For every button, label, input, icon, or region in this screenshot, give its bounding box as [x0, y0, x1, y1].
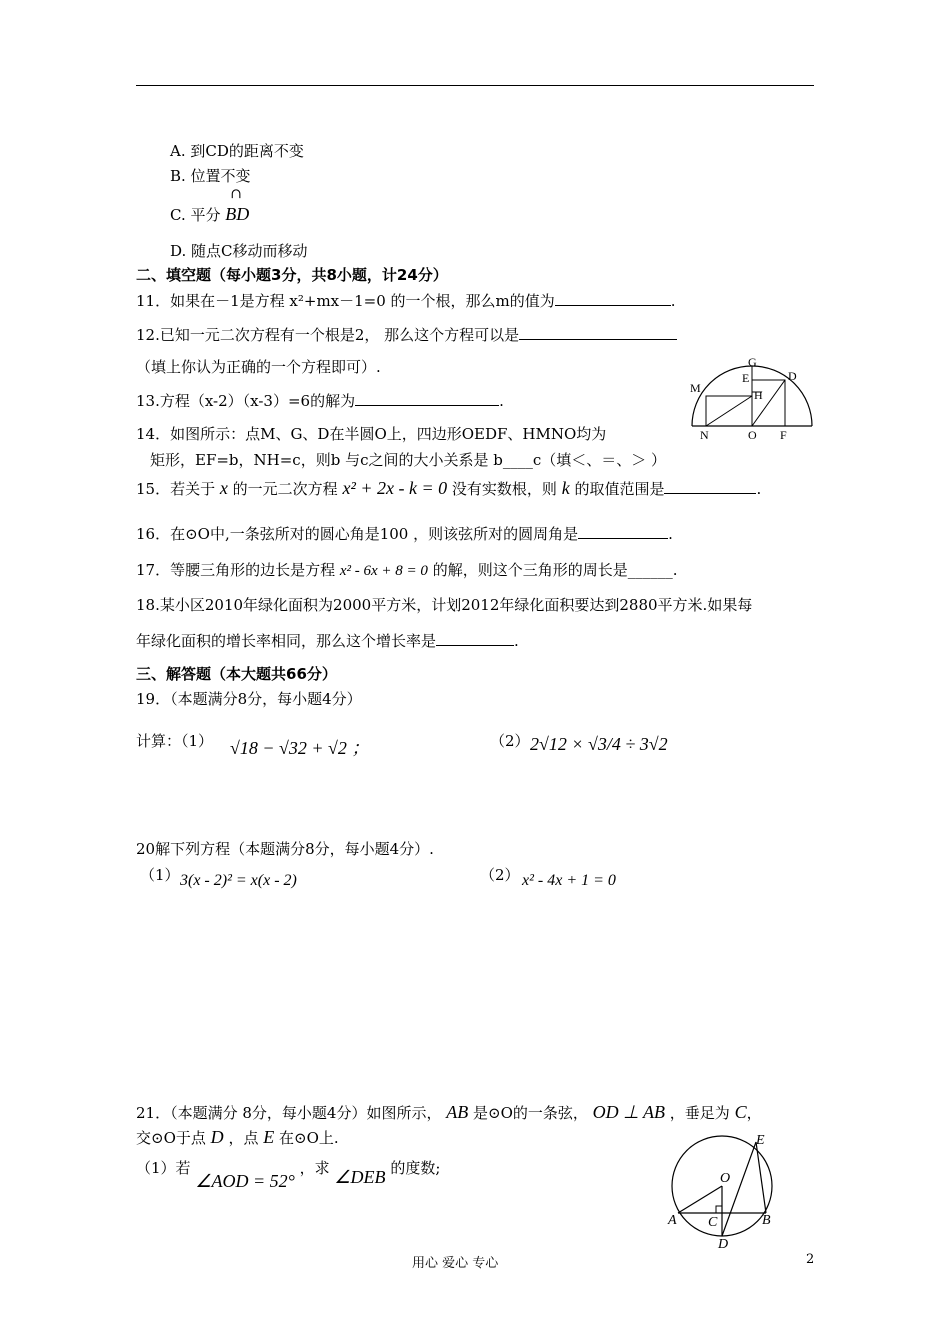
section3-heading: 三、解答题（本大题共66分） — [136, 665, 337, 683]
q21-ab: AB — [446, 1102, 469, 1122]
q15-end: . — [756, 480, 762, 498]
q21-line1 — [136, 1102, 762, 1123]
q11-blank — [555, 291, 671, 306]
fig21-label-a: A — [668, 1213, 677, 1228]
q14-line1: 14．如图所示：点M、G、D在半圆O上，四边形OEDF、HMNO均为 — [136, 425, 607, 443]
option-a: A. 到CD的距离不变 — [170, 142, 304, 160]
q20: 20解下列方程（本题满分8分，每小题4分）. — [136, 840, 434, 858]
fig21-label-c: C — [708, 1215, 718, 1230]
q13-text: 13.方程（x-2）（x-3）=6的解为 — [136, 392, 356, 410]
q13 — [136, 390, 504, 411]
q17 — [136, 559, 678, 580]
q21-angle-aod: ∠AOD = 52° — [195, 1171, 295, 1191]
q14-figure — [680, 352, 820, 444]
q21-part1-text-c: 的度数; — [390, 1159, 441, 1177]
q15-var-k: k — [561, 478, 570, 498]
q16-end: . — [668, 525, 673, 543]
q21-text-a: 21．（本题满分 8分，每小题4分）如图所示， — [136, 1104, 442, 1122]
q20-2-label: （2） — [480, 866, 520, 884]
fig14-label-e: E — [742, 371, 750, 385]
q15-equation: x² + 2x - k = 0 — [342, 478, 448, 498]
q17-equation: x² - 6x + 8 = 0 — [339, 563, 428, 579]
arc-symbol: ∩ — [230, 186, 242, 202]
q19-calc-label: 计算：（1） — [136, 732, 214, 750]
footer-center: 用心 爱心 专心 — [412, 1256, 499, 1271]
q19-part2-label: （2） — [490, 732, 530, 750]
q21-angle-deb: ∠DEB — [334, 1167, 386, 1187]
q15-text-d: 的取值范围是 — [574, 480, 665, 498]
q18-end: . — [514, 632, 519, 650]
q15 — [136, 478, 761, 499]
q14-line2: 矩形，EF=b，NH=c，则b 与c之间的大小关系是 b____c（填＜、＝、＞ ） — [150, 451, 667, 469]
option-d: D. 随点C移动而移动 — [170, 242, 308, 260]
fig21-label-o: O — [720, 1171, 731, 1186]
q12 — [136, 324, 677, 345]
section2-heading: 二、填空题（每小题3分，共8小题，计24分） — [136, 266, 448, 284]
q21-point-c: C — [734, 1102, 747, 1122]
q21-text-f: ，点 — [228, 1129, 259, 1147]
option-c-label: C. 平分 — [170, 206, 221, 224]
page-number: 2 — [806, 1252, 815, 1267]
q19-part1: √18 − √32 + √2 ； — [230, 738, 370, 758]
arc-bd: BD — [225, 204, 250, 224]
fig14-label-g: G — [748, 355, 757, 369]
q12-blank — [519, 325, 677, 340]
fig21-label-b: B — [762, 1213, 771, 1228]
q18-line2 — [136, 630, 519, 651]
q20-1-label: （1） — [140, 866, 180, 884]
q15-text-b: 的一元二次方程 — [232, 480, 338, 498]
q21-part1-text-a: （1）若 — [136, 1159, 191, 1177]
q15-text-c: 没有实数根，则 — [451, 480, 557, 498]
fig14-label-n: N — [700, 428, 709, 442]
q18-line1: 18.某小区2010年绿化面积为2000平方米，计划2012年绿化面积要达到2880平方米.如果每 — [136, 596, 753, 614]
q21-line2 — [136, 1127, 339, 1148]
q21-text-d: ， — [746, 1104, 762, 1122]
q15-blank — [664, 479, 756, 494]
q15-text-a: 15．若关于 — [136, 480, 216, 498]
q21-text-c: ，垂足为 — [669, 1104, 730, 1122]
q16-text: 16．在⊙O中,一条弦所对的圆心角是100 ，则该弦所对的圆周角是 — [136, 525, 579, 543]
fig14-label-m: M — [690, 381, 701, 395]
q16-blank — [578, 524, 668, 539]
q13-blank — [355, 391, 499, 406]
q21-figure — [664, 1128, 784, 1250]
q21-text-b: 是⊙O的一条弦， — [473, 1104, 588, 1122]
fig14-label-h: H — [754, 388, 763, 402]
q18-blank — [436, 631, 514, 646]
q19: 19．（本题满分8分，每小题4分） — [136, 690, 362, 708]
q20-2-equation: x² - 4x + 1 = 0 — [522, 872, 616, 889]
fig14-label-o: O — [748, 428, 757, 442]
option-b: B. 位置不变 — [170, 167, 251, 185]
q16 — [136, 523, 673, 544]
q18-text: 年绿化面积的增长率相同，那么这个增长率是 — [136, 632, 437, 650]
q21-text-g: 在⊙O上. — [279, 1129, 339, 1147]
q11-text: 11．如果在－1是方程 x²+mx－1=0 的一个根，那么m的值为 — [136, 292, 555, 310]
q15-var-x: x — [219, 478, 228, 498]
q21-part1-text-b: ，求 — [299, 1159, 330, 1177]
q17-text-a: 17．等腰三角形的边长是方程 — [136, 561, 336, 579]
q13-end: . — [499, 392, 504, 410]
fig14-label-f: F — [780, 428, 787, 442]
q21-point-d: D — [210, 1127, 224, 1147]
fig21-label-e: E — [756, 1133, 765, 1148]
q21-text-e: 交⊙O于点 — [136, 1129, 206, 1147]
option-c — [170, 186, 250, 225]
q21-point-e: E — [263, 1127, 275, 1147]
q17-text-b: 的解，则这个三角形的周长是______. — [432, 561, 678, 579]
q21-part1 — [136, 1157, 441, 1191]
q11 — [136, 290, 676, 311]
header-rule — [136, 85, 814, 86]
fig21-label-d: D — [718, 1237, 729, 1250]
fig14-label-d: D — [788, 369, 797, 383]
q21-od-perp-ab: OD ⊥ AB — [592, 1102, 666, 1122]
q20-1-equation: 3(x - 2)² = x(x - 2) — [180, 872, 297, 889]
q11-end: . — [670, 292, 676, 310]
q12-note: （填上你认为正确的一个方程即可）. — [136, 358, 381, 376]
q12-text: 12.已知一元二次方程有一个根是2， 那么这个方程可以是 — [136, 326, 520, 344]
q19-part2: 2√12 × √3/4 ÷ 3√2 — [530, 734, 668, 754]
